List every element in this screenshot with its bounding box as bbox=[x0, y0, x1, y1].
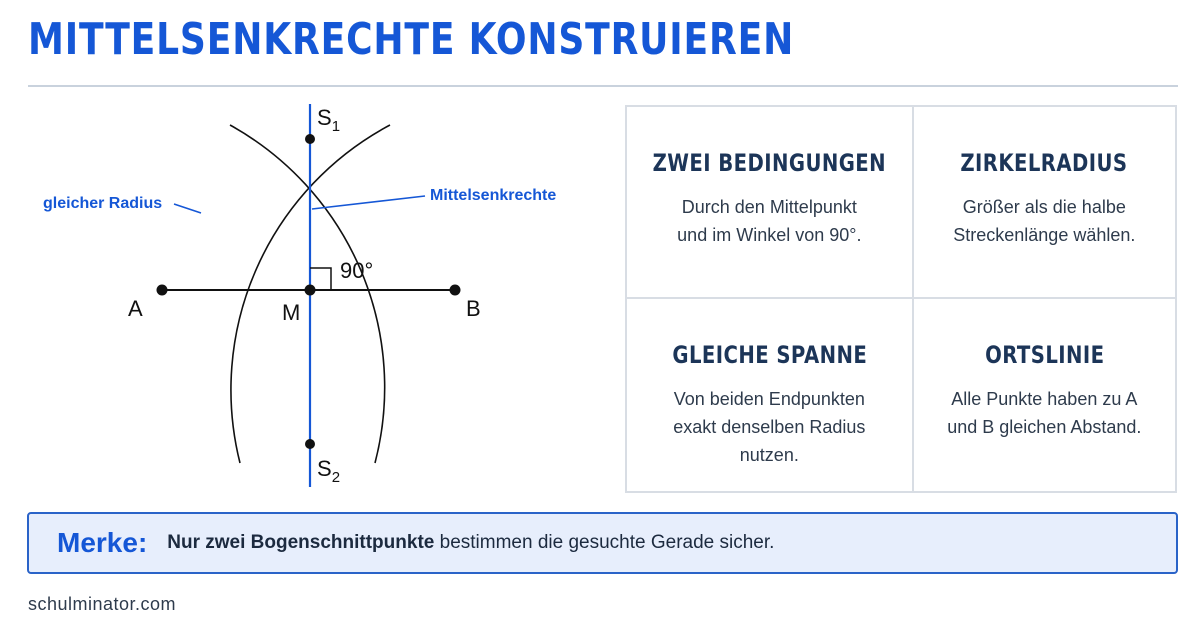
card-locus bbox=[914, 299, 1175, 491]
card-text: Alle Punkte haben zu A und B gleichen Abstand. bbox=[947, 389, 1142, 437]
card-text: Von beiden Endpunkten exakt denselben Radius nutzen. bbox=[673, 389, 866, 465]
point-m-dot bbox=[305, 285, 316, 296]
page-title: MITTELSENKRECHTE KONSTRUIEREN bbox=[28, 14, 795, 65]
card-title: ZWEI BEDINGUNGEN bbox=[652, 149, 887, 177]
leader-bisector bbox=[312, 196, 425, 209]
card-compass-radius bbox=[914, 107, 1175, 299]
point-a-dot bbox=[157, 285, 168, 296]
label-bisector: Mittelsenkrechte bbox=[430, 187, 557, 204]
merke-label: Merke: bbox=[57, 527, 148, 558]
construction-diagram bbox=[0, 95, 600, 495]
card-text: Durch den Mittelpunkt und im Winkel von 90°. bbox=[677, 197, 862, 245]
info-card-grid bbox=[625, 105, 1177, 493]
card-text: Größer als die halbe Streckenlänge wählen. bbox=[953, 197, 1136, 245]
merke-text-rest: bestimmen die gesuchte Gerade sicher. bbox=[434, 532, 775, 553]
footer-site-name: schulminator.com bbox=[28, 594, 177, 614]
merke-callout bbox=[27, 512, 1178, 574]
label-point-b: B bbox=[466, 296, 481, 321]
leader-equal-radius bbox=[174, 204, 201, 213]
card-title: ORTSLINIE bbox=[984, 341, 1105, 369]
label-angle: 90° bbox=[340, 258, 374, 283]
label-point-m: M bbox=[282, 300, 301, 325]
label-equal-radius: gleicher Radius bbox=[43, 195, 163, 212]
label-s2: $S_2$ bbox=[317, 456, 341, 486]
label-point-a: A bbox=[128, 296, 143, 321]
card-two-conditions bbox=[627, 107, 914, 299]
point-b-dot bbox=[450, 285, 461, 296]
merke-text bbox=[167, 532, 774, 554]
merke-text-bold: Nur zwei Bogenschnittpunkte bbox=[167, 532, 435, 553]
card-title: GLEICHE SPANNE bbox=[671, 341, 867, 369]
label-s1: $S_1$ bbox=[317, 105, 341, 135]
card-title: ZIRKELRADIUS bbox=[960, 149, 1128, 177]
card-equal-span bbox=[627, 299, 914, 491]
point-s2-dot bbox=[305, 439, 315, 449]
point-s1-dot bbox=[305, 134, 315, 144]
title-divider bbox=[28, 85, 1178, 87]
